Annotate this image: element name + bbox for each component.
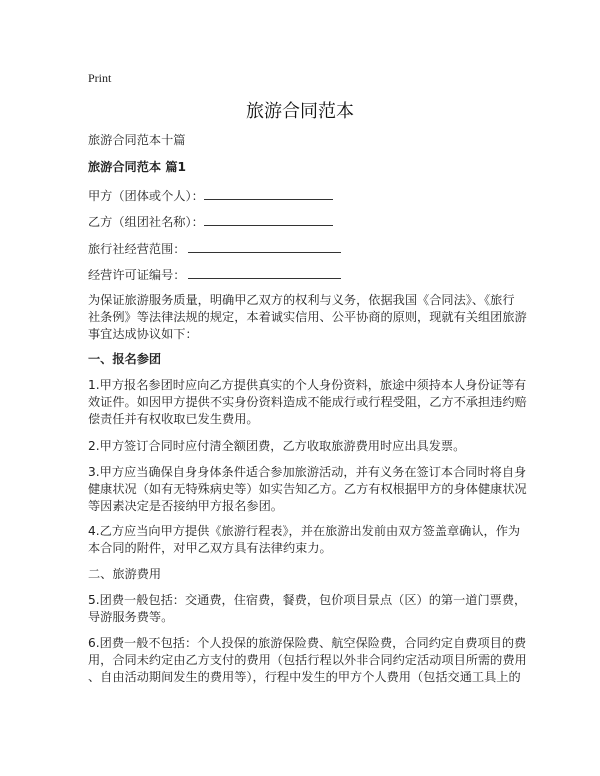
text-line: 用，合同未约定由乙方支付的费用（包括行程以外非合同约定活动项目所需的费用 [88,653,527,667]
text-line: 社条例》等法律法规的规定，本着诚实信用、公平协商的原则，现就有关组团旅游 [88,310,527,324]
text-line: 2.甲方签订合同时应付清全额团费，乙方收取旅游费用时应出具发票。 [88,439,466,453]
print-link[interactable]: Print [88,71,112,85]
field-party-b [88,213,333,231]
blank-line [204,187,333,200]
text-line: 偿责任并有权收取已发生费用。 [88,412,259,426]
blank-line [188,266,341,279]
text-line: 事宜达成协议如下： [88,327,198,341]
clause-2 [88,438,465,455]
text-line: 为保证旅游服务质量，明确甲乙双方的权利与义务，依据我国《合同法》、《旅行 [88,293,515,307]
heading-fees: 二、旅游费用 [88,567,162,581]
text-line: 效证件。如因甲方提供不实身份资料造成不能成行或行程受阻，乙方不承担违约赔 [88,395,527,409]
clause-1 [88,377,527,428]
field-label: 乙方（组团社名称）： [88,215,204,229]
intro-paragraph [88,292,527,343]
text-line: 5.团费一般包括：交通费，住宿费，餐费，包价项目景点（区）的第一道门票费， [88,593,527,607]
field-label: 甲方（团体或个人）： [88,189,204,203]
text-line: 1.甲方报名参团时应向乙方提供真实的个人身份资料，旅途中须持本人身份证等有 [88,378,527,392]
field-license-number [88,266,341,284]
section-title: 旅游合同范本 篇1 [88,160,187,174]
heading-registration: 一、报名参团 [88,352,162,366]
document-title: 旅游合同范本 [246,101,354,122]
text-line: 导游服务费等。 [88,610,174,624]
text-line: 4.乙方应当向甲方提供《旅游行程表》，并在旅游出发前由双方签盖章确认，作为 [88,524,521,538]
blank-line [204,213,333,226]
text-line: 6.团费一般不包括：个人投保的旅游保险费、航空保险费，合同约定自费项目的费 [88,636,527,650]
text-line: 、自由活动期间发生的费用等），行程中发生的甲方个人费用（包括交通工具上的 [88,670,521,684]
subtitle: 旅游合同范本十篇 [88,133,186,147]
field-business-scope [88,240,341,258]
text-line: 本合同的附件，对甲乙双方具有法律约束力。 [88,541,332,555]
clause-6 [88,635,527,686]
text-line: 等因素决定是否接纳甲方报名参团。 [88,499,283,513]
field-party-a [88,187,333,205]
text-line: 3.甲方应当确保自身身体条件适合参加旅游活动，并有义务在签订本合同时将自身 [88,465,527,479]
clause-4 [88,523,520,557]
field-label: 旅行社经营范围： [88,242,186,256]
text-line: 健康状况（如有无特殊病史等）如实告知乙方。乙方有权根据甲方的身体健康状况 [88,482,527,496]
field-label: 经营许可证编号： [88,268,186,282]
clause-3 [88,464,527,515]
clause-5 [88,592,526,626]
blank-line [188,240,341,253]
